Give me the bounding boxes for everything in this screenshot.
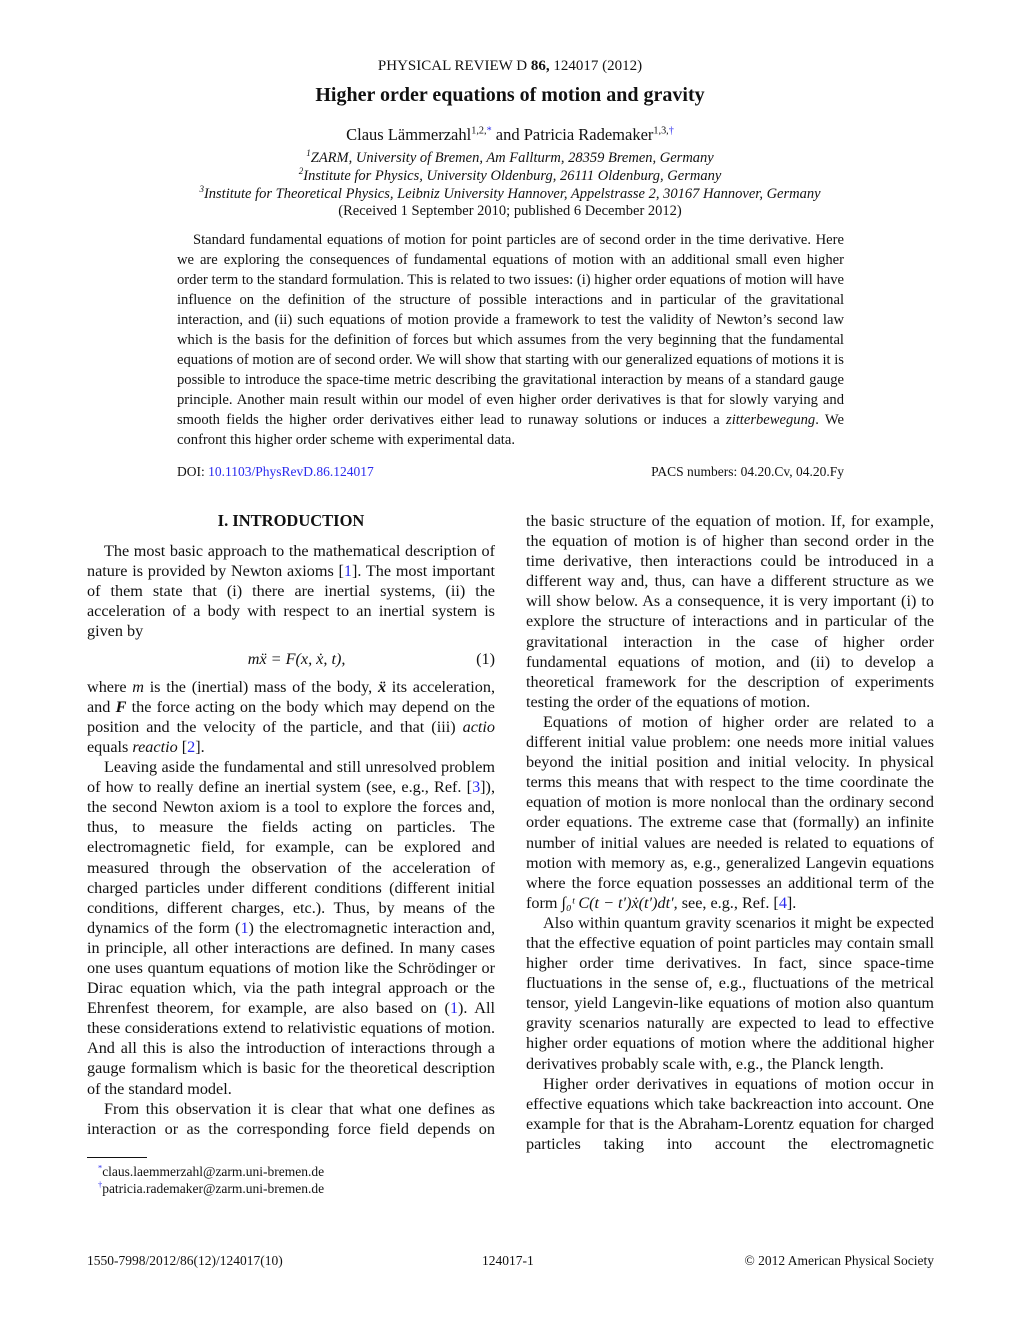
- paragraph: [526, 511, 934, 712]
- italic-text: zitterbewegung: [726, 412, 816, 428]
- text-run: ). All these considerations extend to relativistic equations of motion. And all this is also the introduction of interactions through a gauge formalism which is basic for the theoretical description of the standard model.: [87, 999, 495, 1098]
- text-run: ].: [195, 737, 205, 756]
- affiliation-number: 2: [298, 166, 304, 177]
- journal-header: [0, 58, 1020, 75]
- reference-link[interactable]: 4: [778, 893, 787, 912]
- right-column: [526, 511, 934, 1154]
- footer-copyright: © 2012 American Physical Society: [744, 1253, 934, 1268]
- text-run: ]. The most important of them state that (i) there are inertial systems, (ii) the acceleration of a body with respect to an inertial system is given by: [87, 562, 495, 641]
- equation-number: (1): [476, 649, 495, 668]
- author-affil: 1,3,: [653, 125, 669, 137]
- paragraphs: [87, 677, 495, 1139]
- text-run: ].: [786, 893, 797, 912]
- footer-issn: 1550-7998/2012/86(12)/124017(10): [87, 1253, 283, 1268]
- author-name: Claus Lämmerzahl: [346, 125, 472, 144]
- abstract: [177, 230, 844, 450]
- affiliation-text: Institute for Physics, University Oldenburg, 26111 Oldenburg, Germany: [303, 168, 722, 184]
- doi-label: DOI:: [177, 464, 209, 479]
- text-run: where: [87, 677, 133, 696]
- affiliation-number: 1: [306, 148, 311, 159]
- reference-link[interactable]: 3: [472, 778, 481, 797]
- footnote-link[interactable]: *: [486, 125, 492, 137]
- article-number: 124017 (2012): [553, 58, 643, 74]
- text-run: . We confront this higher order scheme with experimental data.: [177, 412, 845, 448]
- journal-volume: 86,: [530, 58, 550, 74]
- affiliation-number: 3: [199, 184, 204, 195]
- italic-text: ∫₀ᵗ C(t − t′)ẋ(t′)dt′: [561, 893, 674, 912]
- reference-link[interactable]: 2: [187, 737, 196, 756]
- text-run: ) the electromagnetic interaction and, in principle, all other interactions are defined. In many cases one uses quantum equations of motion like the Schrödinger or Dirac equation which, via the path integral approach or the Ehrenfest theorem, for example, are also based on (: [87, 918, 495, 1018]
- reference-link[interactable]: 1: [240, 918, 249, 937]
- section-heading: I. INTRODUCTION: [217, 511, 365, 530]
- equation-1: [87, 649, 495, 669]
- footnote-email[interactable]: claus.laemmerzahl@zarm.uni-bremen.de: [102, 1164, 325, 1179]
- author-affil: 1,2,: [471, 125, 487, 137]
- text-run: Also within quantum gravity scenarios it might be expected that the effective equation of point particles may contain small higher order time derivatives. In fact, since space-time fluctuations in the sense of, e.g., fluctuations of the metrical tensor, yield Langevin-like equations of motion also quantum gravity scenarios naturally are expected to lead to effective higher order equations of motion where the additional higher derivatives probably scale with, e.g., the Planck length.: [526, 913, 934, 1073]
- footnote-email[interactable]: patricia.rademaker@zarm.uni-bremen.de: [102, 1181, 325, 1196]
- author-name: Patricia Rademaker: [523, 125, 654, 144]
- text-run: Higher order derivatives in equations of motion occur in effective equations which take backreaction into account. One example for that is the Abraham-Lorentz equation for charged particles taking into account the electromagnetic: [526, 1074, 934, 1153]
- footnote: [98, 1164, 324, 1180]
- text-run: the force acting on the body which may depend on the position and the velocity of the particle, and that (iii): [87, 697, 495, 736]
- paragraph: [526, 1074, 934, 1154]
- text-run: The most basic approach to the mathematical description of nature is provided by Newton axioms [: [87, 542, 495, 581]
- paragraph: [87, 677, 495, 757]
- text-run: [: [177, 737, 188, 756]
- paragraph: [87, 1099, 495, 1139]
- text-run: , see, e.g., Ref. [: [673, 893, 779, 912]
- text-run: ]), the second Newton axiom is a tool to explore the forces and, thus, to measure the fields acting on particles. The electromagnetic field, for example, can be explored and measured through the observation of the acceleration of charged particles under different conditions (different initial conditions, different charges, etc.). Thus, by means of the dynamics of the form (: [87, 778, 495, 937]
- paragraph: [526, 712, 934, 913]
- journal-name: PHYSICAL REVIEW D: [377, 58, 528, 74]
- left-column: [87, 511, 495, 1139]
- italic-text: actio: [462, 717, 495, 736]
- text-run: equals: [87, 737, 133, 756]
- affiliation-text: ZARM, University of Bremen, Am Fallturm, 28359 Bremen, Germany: [310, 150, 714, 166]
- text-run: Equations of motion of higher order are related to a different initial value problem: one needs more initial values beyond the initial position and initial velocity. In physical terms this means that with respect to the time coordinate the equation of motion is more nonlocal than the ordinary second order equations. The extreme case that (formally) an infinite number of initial values are needed is related to equations of motion with memory as, e.g., generalized Langevin equations where the force equation possesses an additional term of the form: [526, 712, 934, 912]
- italic-text: reactio: [132, 737, 178, 756]
- footnote-rule: [87, 1157, 147, 1158]
- affiliation: [0, 168, 1020, 185]
- footnote-mark: *: [98, 1163, 103, 1173]
- received-dates: (Received 1 September 2010; published 6 December 2012): [338, 203, 682, 219]
- author-list: [0, 125, 1020, 145]
- math-symbol: F: [115, 697, 127, 716]
- math-symbol: ẍ: [377, 677, 387, 696]
- footnote: [98, 1181, 324, 1197]
- text-run: From this observation it is clear that what one defines as interaction or as the corresponding force field depends on: [87, 1099, 495, 1138]
- footer-page-number: 124017-1: [482, 1253, 534, 1268]
- text-run: Standard fundamental equations of motion for point particles are of second order in the time derivative. Here we are exploring the consequences of fundamental equations of motion with an additional small even higher order term to the standard formulation. This is related to two issues: (i) higher order equations of motion will have influence on the definition of the structure of possible interactions and in particular of the gravitational interaction, and (ii) such equations of motion provide a framework to test the validity of Newton’s second law which is the basis for the definition of forces but which assumes from the very beginning that the fundamental equations of motion are of second order. We will show that starting with our generalized equations of motions it is possible to introduce the space-time metric describing the gravitational interaction by means of a standard gauge principle. Another main result within our model of even higher order derivatives is that for slowly varying and smooth fields the higher order derivatives either lead to runaway solutions or induces a: [177, 232, 844, 428]
- paragraph: [526, 913, 934, 1074]
- author-joiner: and: [491, 125, 524, 144]
- paragraph: [87, 541, 495, 641]
- paper-title: Higher order equations of motion and gravity: [315, 84, 705, 106]
- doi-link[interactable]: 10.1103/PhysRevD.86.124017: [208, 464, 374, 479]
- text-run: its acceleration, and: [87, 677, 495, 716]
- equation-text: mẍ = F(x, ẋ, t),: [247, 649, 346, 668]
- affiliation: [0, 150, 1020, 167]
- italic-text: m: [132, 677, 144, 696]
- footnote-mark: †: [98, 1180, 103, 1190]
- affiliation-text: Institute for Theoretical Physics, Leibniz University Hannover, Appelstrasse 2, 30167 Hannover, Germany: [203, 186, 821, 202]
- paragraphs: [87, 541, 495, 641]
- paragraphs: [526, 511, 934, 1154]
- reference-link[interactable]: 1: [343, 562, 352, 581]
- doi: [177, 464, 374, 480]
- pacs-numbers: PACS numbers: 04.20.Cv, 04.20.Fy: [651, 464, 844, 479]
- text-run: Leaving aside the fundamental and still unresolved problem of how to really define an inertial system (see, e.g., Ref. [: [87, 758, 495, 797]
- paragraph: [87, 757, 495, 1099]
- reference-link[interactable]: 1: [449, 999, 459, 1018]
- footnote-link[interactable]: †: [668, 125, 674, 137]
- affiliation: [0, 186, 1020, 203]
- text-run: the basic structure of the equation of motion. If, for example, the equation of motion is of higher than second order in the time derivative, then interactions could be introduced in a different way and, thus, can have a different structure as we will show below. As a consequence, it is very important (i) to explore the structure of interactions and in particular of the gravitational interaction in the case of higher order fundamental equations of motion, and (ii) to develop a theoretical framework for the description of experiments testing the order of the equations of motion.: [526, 512, 934, 711]
- text-run: is the (inertial) mass of the body,: [143, 677, 378, 696]
